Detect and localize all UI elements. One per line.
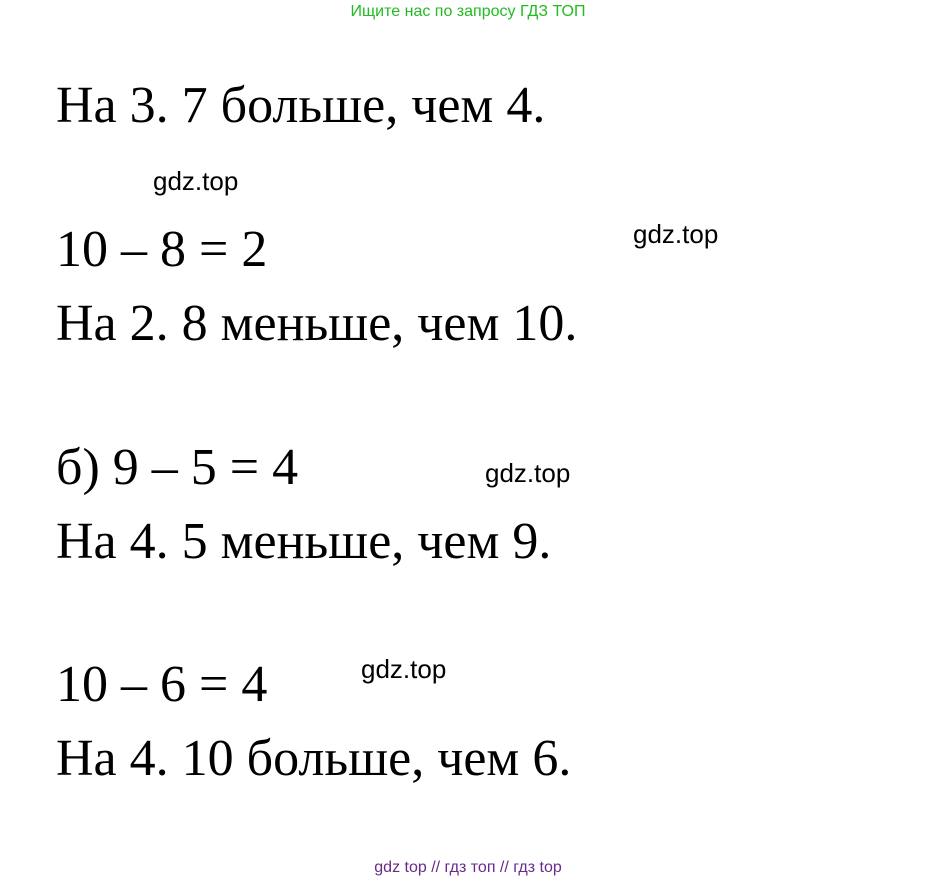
- watermark-1: gdz.top: [153, 166, 239, 196]
- watermark-2: gdz.top: [633, 219, 719, 249]
- equation-line-1: 10 – 8 = 2: [56, 221, 268, 278]
- footer-links: gdz top // гдз топ // гдз top: [374, 859, 562, 876]
- watermark-3: gdz.top: [485, 458, 571, 488]
- answer-line-3: На 4. 5 меньше, чем 9.: [56, 513, 552, 570]
- equation-line-2: б) 9 – 5 = 4: [56, 439, 299, 496]
- watermark-4: gdz.top: [361, 654, 447, 684]
- answer-line-4: На 4. 10 больше, чем 6.: [56, 730, 572, 787]
- site-banner: Ищите нас по запросу ГДЗ ТОП: [350, 3, 586, 20]
- answer-line-1: На 3. 7 больше, чем 4.: [56, 77, 546, 134]
- answer-line-2: На 2. 8 меньше, чем 10.: [56, 295, 578, 352]
- equation-line-3: 10 – 6 = 4: [56, 656, 268, 713]
